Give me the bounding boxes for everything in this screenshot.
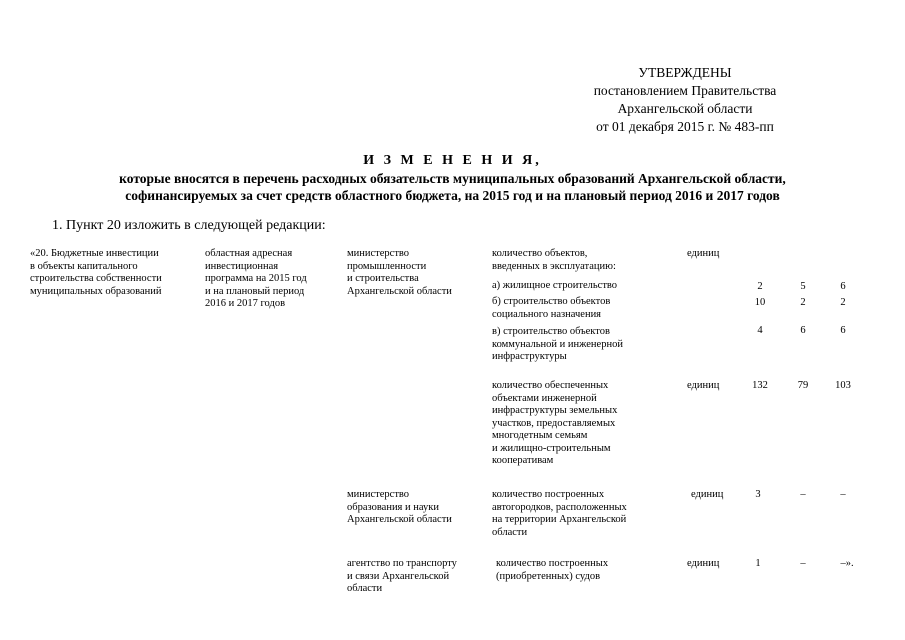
value-1b-2017: 2 xyxy=(840,297,846,308)
value-2-2015: 132 xyxy=(752,380,768,391)
value-3-2016: – xyxy=(800,489,806,500)
indicator-cell-1a: а) жилищное строительство xyxy=(492,280,618,291)
unit-cell-2: единиц xyxy=(687,380,720,391)
value-1b-2015: 10 xyxy=(754,297,766,308)
value-1b-2016: 2 xyxy=(800,297,806,308)
value-2-2017: 103 xyxy=(835,380,851,391)
value-3-2015: 3 xyxy=(755,489,761,500)
value-3-2017: – xyxy=(840,489,846,500)
unit-cell-4: единиц xyxy=(687,558,720,569)
unit-cell-1: единиц xyxy=(687,248,720,259)
indicator-cell-4: количество построенных (приобретенных) судов xyxy=(496,558,609,582)
approval-line-2: постановлением Правительства xyxy=(593,83,777,98)
executor-cell-2: министерство образования и науки Архангельской области xyxy=(347,489,452,525)
value-1c-2017: 6 xyxy=(840,325,846,336)
program-cell: областная адресная инвестиционная программа на 2015 год и на плановый период 2016 и 2017 годов xyxy=(205,248,307,309)
document-subtitle-line-1: которые вносятся в перечень расходных обязательств муниципальных образований Архангельской области, xyxy=(119,171,786,186)
approval-line-3: Архангельской области xyxy=(617,101,753,116)
obligation-name-cell: «20. Бюджетные инвестиции в объекты капитального строительства собственности муниципальных образований xyxy=(30,248,162,297)
executor-cell-3: агентство по транспорту и связи Архангельской области xyxy=(347,558,457,594)
value-1c-2015: 4 xyxy=(757,325,763,336)
value-1a-2016: 5 xyxy=(800,281,806,292)
value-4-2016: – xyxy=(800,558,806,569)
value-4-2015: 1 xyxy=(755,558,761,569)
value-1c-2016: 6 xyxy=(800,325,806,336)
indicator-cell-1c: в) строительство объектов коммунальной и инженерной инфраструктуры xyxy=(492,326,623,362)
document-title: И З М Е Н Е Н И Я, xyxy=(363,153,542,168)
unit-cell-3: единиц xyxy=(691,489,724,500)
document-subtitle-line-2: софинансируемых за счет средств областного бюджета, на 2015 год и на плановый период 2016 и 2017 годов xyxy=(125,188,780,203)
value-4-2017: –». xyxy=(840,558,854,569)
indicator-cell-1b: б) строительство объектов социального назначения xyxy=(492,296,611,320)
approval-line-4: от 01 декабря 2015 г. № 483-пп xyxy=(596,119,774,134)
point-heading: 1. Пункт 20 изложить в следующей редакции: xyxy=(52,218,326,233)
value-1a-2017: 6 xyxy=(840,281,846,292)
value-1a-2015: 2 xyxy=(757,281,763,292)
indicator-cell-2: количество обеспеченных объектами инженерной инфраструктуры земельных участков, предоставляемых многодетным семьям и жилищно-строительным кооперативам xyxy=(492,380,618,466)
approval-line-1: УТВЕРЖДЕНЫ xyxy=(638,65,732,80)
indicator-cell-1: количество объектов, введенных в эксплуатацию: xyxy=(492,248,616,272)
indicator-cell-3: количество построенных автогородков, расположенных на территории Архангельской области xyxy=(492,489,627,538)
executor-cell-1: министерство промышленности и строительства Архангельской области xyxy=(347,248,452,297)
value-2-2016: 79 xyxy=(797,380,809,391)
